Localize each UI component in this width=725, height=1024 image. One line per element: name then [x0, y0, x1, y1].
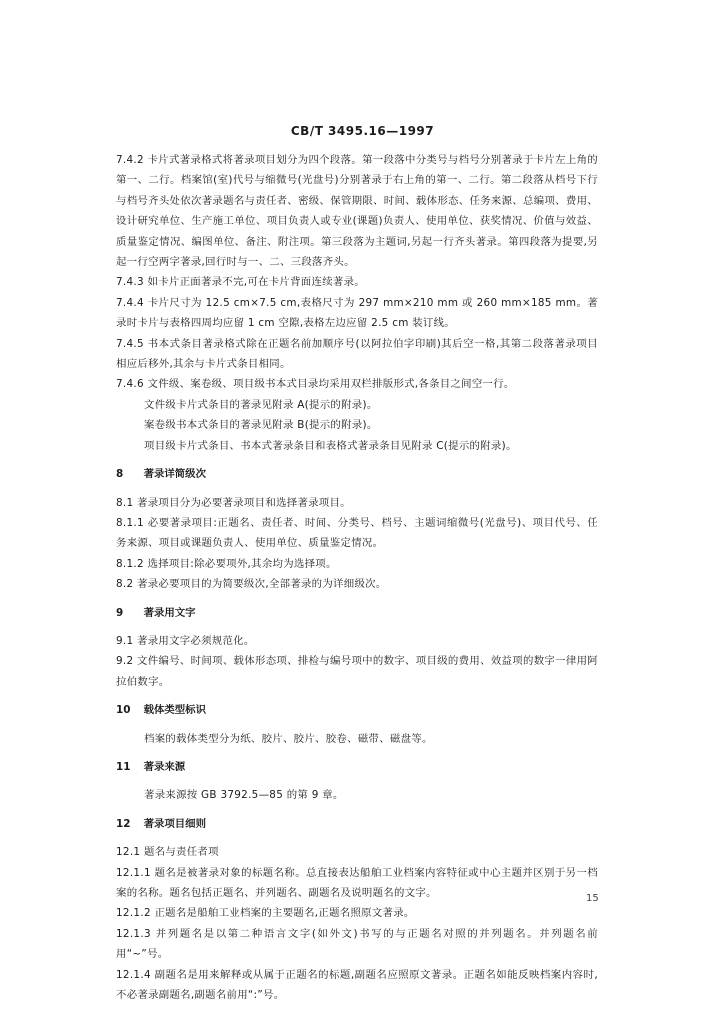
paragraph-7-4-4: 7.4.4 卡片尺寸为 12.5 cm×7.5 cm,表格尺寸为 297 mm×210 mm 或 260 mm×185 mm。著录时卡片与表格四周均应留 1 cm 空隙,表格左边应留 2.5 cm 装订线。	[116, 296, 598, 330]
section-8-heading	[116, 464, 598, 484]
standard-code-header: CB/T 3495.16—1997	[290, 124, 435, 138]
paragraph-7-4-6: 7.4.6 文件级、案卷级、项目级书本式目录均采用双栏排版形式,各条目之间空一行。	[116, 378, 515, 391]
paragraph-8-1-1: 8.1.1 必要著录项目:正题名、责任者、时间、分类号、档号、主题词缩微号(光盘号)、项目代号、任务来源、项目或课题负责人、使用单位、质量鉴定情况。	[116, 516, 598, 550]
appendix-note-b: 案卷级书本式条目的著录见附录 B(提示的附录)。	[144, 419, 378, 432]
section-number: 9	[116, 606, 124, 619]
appendix-note-c: 项目级卡片式条目、书本式著录条目和表格式著录条目见附录 C(提示的附录)。	[144, 439, 517, 452]
section-9-heading	[116, 603, 598, 623]
paragraph-7-4-3: 7.4.3 如卡片正面著录不完,可在卡片背面连续著录。	[116, 276, 365, 289]
page-number: 15	[586, 893, 599, 904]
section-number: 12	[116, 817, 131, 830]
paragraph-12-1-1: 12.1.1 题名是被著录对象的标题名称。总直接表达船舶工业档案内容特征或中心主题并区别于另一档案的名称。题名包括正题名、并列题名、副题名及说明题名的文字。	[116, 866, 598, 899]
section-number: 8	[116, 468, 124, 481]
paragraph-12-1-4: 12.1.4 副题名是用来解释或从属于正题名的标题,副题名应照原文著录。正题名如能反映档案内容时,不必著录副题名,副题名前用“:”号。	[116, 968, 598, 1002]
section-number: 10	[116, 704, 131, 717]
section-title: 著录项目细则	[143, 817, 206, 830]
paragraph-11: 著录来源按 GB 3792.5—85 的第 9 章。	[144, 789, 344, 802]
paragraph-12-1-2: 12.1.2 正题名是船舶工业档案的主要题名,正题名照原文著录。	[116, 907, 415, 920]
document-body	[116, 150, 598, 1005]
section-number: 11	[116, 760, 131, 773]
section-title: 载体类型标识	[143, 704, 206, 717]
paragraph-7-4-2: 7.4.2 卡片式著录格式将著录项目划分为四个段落。第一段落中分类号与档号分别著录于卡片左上角的第一、二行。档案馆(室)代号与缩微号(光盘号)分别著录于右上角的第一、二行。第二段落从档号下行与档号齐头处依次著录题名与责任者、密级、保管期限、时间、载体形态、任务来源、总编项、费用、设计研究单位、生产施工单位、项目负责人或专业(课题)负责人、使用单位、获奖情况、价值与效益、质量鉴定情况、编图单位、备注、附注项。第三段落为主题词,另起一行齐头著录。第四段落为提要,另起一行空两字著录,回行时与一、二、三段落齐头。	[116, 154, 598, 269]
paragraph-12-1-3: 12.1.3 并列题名是以第二种语言文字(如外文)书写的与正题名对照的并列题名。并列题名前用“~”号。	[116, 927, 598, 961]
paragraph-9-1: 9.1 著录用文字必须规范化。	[116, 634, 255, 647]
paragraph-8-1-2: 8.1.2 选择项目:除必要项外,其余均为选择项。	[116, 557, 337, 570]
paragraph-10: 档案的载体类型分为纸、胶片、胶片、胶卷、磁带、磁盘等。	[144, 732, 433, 745]
paragraph-9-2: 9.2 文件编号、时间项、载体形态项、排检与编号项中的数字、项目级的费用、效益项的数字一律用阿拉伯数字。	[116, 655, 598, 688]
paragraph-8-1: 8.1 著录项目分为必要著录项目和选择著录项目。	[116, 496, 351, 509]
paragraph-8-2: 8.2 著录必要项目的为简要级次,全部著录的为详细级次。	[116, 578, 387, 591]
paragraph-7-4-5: 7.4.5 书本式条目著录格式除在正题名前加顺序号(以阿拉伯字印刷)其后空一格,其第二段落著录项目相应后移外,其余与卡片式条目相同。	[116, 337, 598, 371]
section-10-heading	[116, 700, 598, 720]
section-11-heading	[116, 757, 598, 777]
section-title: 著录详简级次	[143, 468, 206, 481]
section-title: 著录来源	[143, 760, 186, 773]
section-title: 著录用文字	[143, 606, 196, 619]
section-12-heading	[116, 814, 598, 834]
paragraph-12-1: 12.1 题名与责任者项	[116, 846, 219, 859]
appendix-note-a: 文件级卡片式条目的著录见附录 A(提示的附录)。	[144, 398, 378, 411]
